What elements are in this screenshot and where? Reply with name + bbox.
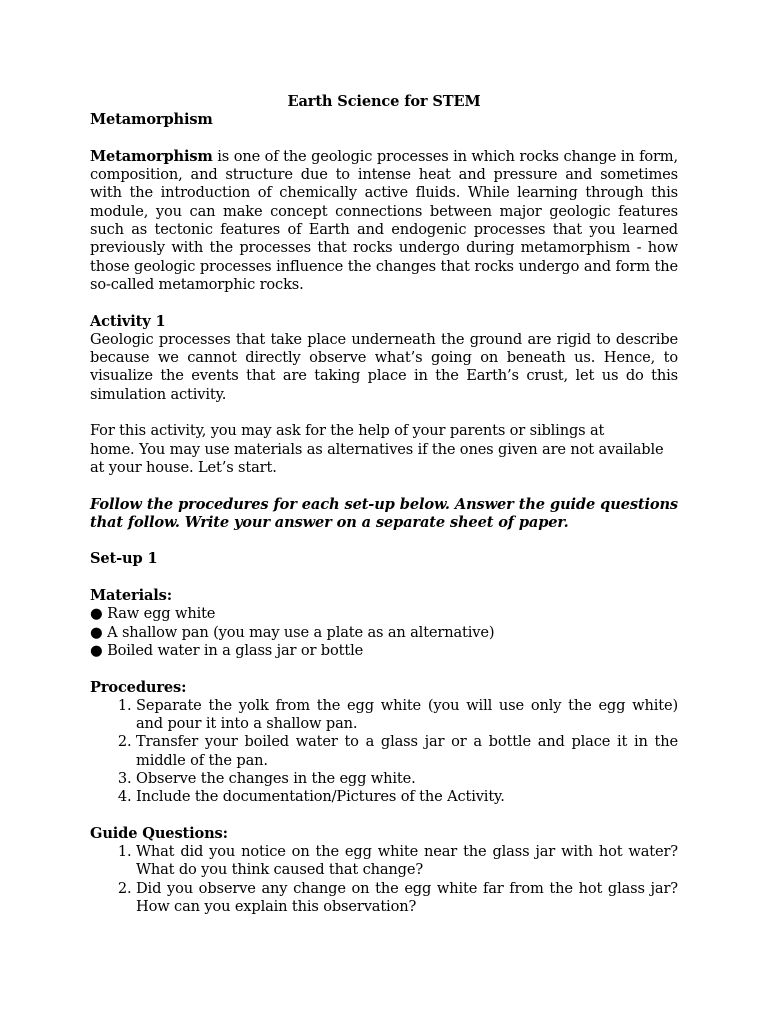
activity-paragraph: Geologic processes that take place underneath the ground are rigid to describe because we cannot directly observe what’s going on beneath us. Hence, to visualize the events that are taking place in the Earth’s crust, let us do this simulation activity. <box>90 330 678 403</box>
help-line-2: home. You may use materials as alternatives if the ones given are not available at your house. Let’s start. <box>90 440 664 476</box>
procedure-step: 4. Include the documentation/Pictures of the Activity. <box>136 788 678 806</box>
intro-paragraph <box>90 148 678 294</box>
material-item: ● Raw egg white <box>90 605 216 623</box>
guide-question: 2. Did you observe any change on the egg white far from the hot glass jar? How can you explain this observation? <box>136 880 678 917</box>
document-page <box>90 93 678 916</box>
intro-text: is one of the geologic processes in which rocks change in form, composition, and structure due to intense heat and pressure and sometimes with the introduction of chemically active fluids. While learning through this module, you can make concept connections between major geologic features such as tectonic features of Earth and endogenic processes that you learned previously with the processes that rocks undergo during metamorphism - how those geologic processes influence the changes that rocks undergo and form the so-called metamorphic rocks. <box>90 147 678 293</box>
material-item: ● Boiled water in a glass jar or bottle <box>90 641 364 659</box>
procedures-list <box>90 697 678 807</box>
materials-heading: Materials: <box>90 587 172 605</box>
instruction-paragraph: Follow the procedures for each set-up below. Answer the guide questions that follow. Write your answer on a separate sheet of paper. <box>90 495 678 531</box>
guide-questions-heading: Guide Questions: <box>90 824 228 842</box>
guide-questions-list <box>90 843 678 916</box>
intro-term: Metamorphism <box>90 147 213 165</box>
document-title: Earth Science for STEM <box>287 93 481 110</box>
guide-question: 1. What did you notice on the egg white near the glass jar with hot water? What do you think caused that change? <box>136 843 678 880</box>
activity-heading: Activity 1 <box>90 312 166 330</box>
help-line-1: For this activity, you may ask for the help of your parents or siblings at <box>90 422 605 440</box>
materials-list <box>90 605 678 660</box>
topic-heading: Metamorphism <box>90 111 213 129</box>
setup-heading: Set-up 1 <box>90 550 158 568</box>
procedures-heading: Procedures: <box>90 678 187 696</box>
procedure-step: 2. Transfer your boiled water to a glass jar or a bottle and place it in the middle of the pan. <box>136 733 678 770</box>
procedure-step: 3. Observe the changes in the egg white. <box>136 770 678 788</box>
material-item: ● A shallow pan (you may use a plate as an alternative) <box>90 623 495 641</box>
procedure-step: 1. Separate the yolk from the egg white (you will use only the egg white) and pour it into a shallow pan. <box>136 697 678 734</box>
